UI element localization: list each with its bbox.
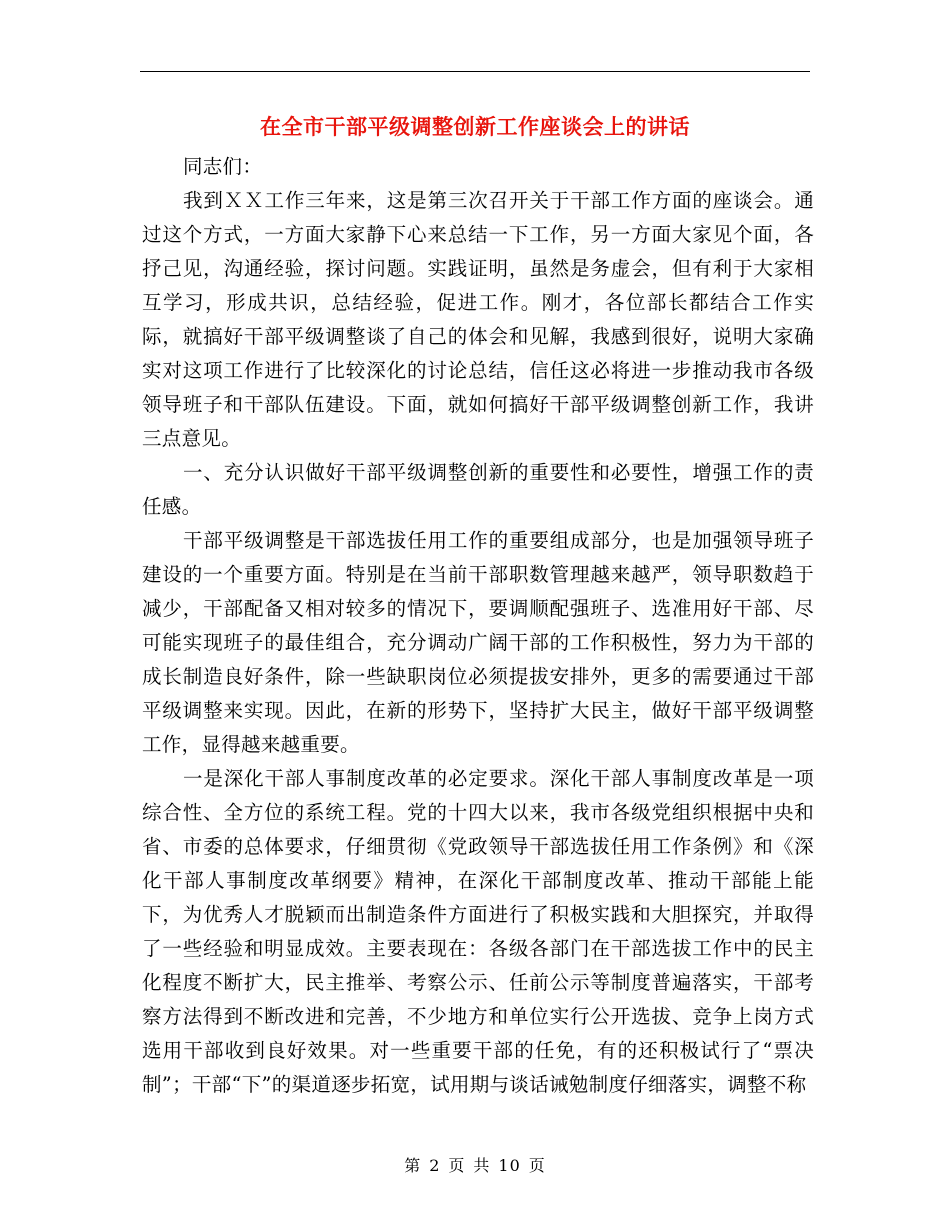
footer-total-label: 共	[473, 1156, 491, 1175]
header-rule	[140, 71, 810, 72]
footer-page-label: 第	[404, 1156, 422, 1175]
footer-page-number: 2	[429, 1156, 441, 1175]
body-paragraph: 一是深化干部人事制度改革的必定要求。深化干部人事制度改革是一项综合性、全方位的系统工程。党的十四大以来，我市各级党组织根据中央和省、市委的总体要求，仔细贯彻《党政领导干部选拔任用工作条例》和《深化干部人事制度改革纲要》精神，在深化干部制度改革、推动干部能上能下，为优秀人才脱颖而出制造条件方面进行了积极实践和大胆探究，并取得了一些经验和明显成效。主要表现在：各级各部门在干部选拔工作中的民主化程度不断扩大，民主推举、考察公示、任前公示等制度普遍落实，干部考察方法得到不断改进和完善，不少地方和单位实行公开选拔、竞争上岗方式选用干部收到良好效果。对一些重要干部的任免，有的还积极试行了“票决制”；干部“下”的渠道逐步拓宽，试用期与谈话诫勉制度仔细落实，调整不称	[142, 767, 814, 1096]
body-paragraph: 干部平级调整是干部选拔任用工作的重要组成部分，也是加强领导班子建设的一个重要方面。特别是在当前干部职数管理越来越严，领导职数趋于减少，干部配备又相对较多的情况下，要调顺配强班子、选准用好干部、尽可能实现班子的最佳组合，充分调动广阔干部的工作积极性，努力为干部的成长制造良好条件，除一些缺职岗位必须提拔安排外，更多的需要通过干部平级调整来实现。因此，在新的形势下，坚持扩大民主，做好干部平级调整工作，显得越来越重要。	[142, 529, 814, 756]
document-body	[142, 150, 814, 1102]
section-heading-paragraph: 一、充分认识做好干部平级调整创新的重要性和必要性，增强工作的责任感。	[142, 461, 814, 518]
page-footer	[0, 1155, 950, 1177]
footer-page-unit: 页	[448, 1156, 466, 1175]
salutation-paragraph: 同志们：	[182, 155, 263, 178]
body-paragraph: 我到ＸＸ工作三年来，这是第三次召开关于干部工作方面的座谈会。通过这个方式，一方面大家静下心来总结一下工作，另一方面大家见个面，各抒己见，沟通经验，探讨问题。实践证明，虽然是务虚会，但有利于大家相互学习，形成共识，总结经验，促进工作。刚才，各位部长都结合工作实际，就搞好干部平级调整谈了自己的体会和见解，我感到很好，说明大家确实对这项工作进行了比较深化的讨论总结，信任这必将进一步推动我市各级领导班子和干部队伍建设。下面，就如何搞好干部平级调整创新工作，我讲三点意见。	[142, 189, 814, 450]
footer-total-pages: 10	[498, 1156, 521, 1175]
document-title: 在全市干部平级调整创新工作座谈会上的讲话	[260, 114, 690, 139]
footer-total-unit: 页	[528, 1156, 546, 1175]
